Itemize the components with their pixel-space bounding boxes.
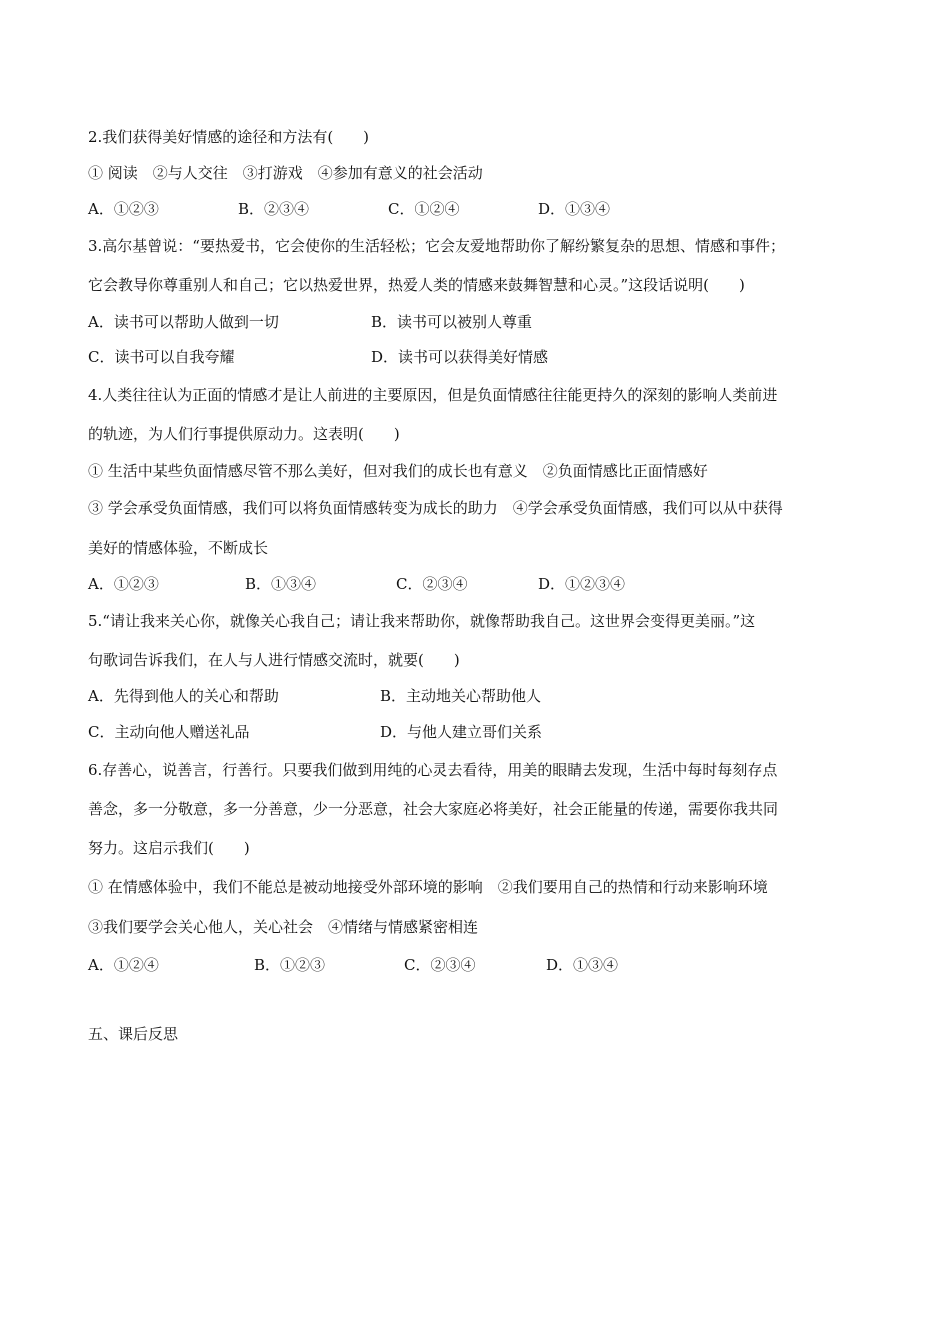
q5-stem-line-1: 5.“请让我来关心你，就像关心我自己；请让我来帮助你，就像帮助我自己。这世界会变得更美丽。”这	[88, 612, 756, 630]
q4-items-line-2: ③ 学会承受负面情感，我们可以将负面情感转变为成长的助力 ④学会承受负面情感，我们可以从中获得	[88, 499, 783, 517]
q6-option-d: D．①③④	[546, 956, 619, 974]
q2-option-a: A．①②③	[88, 200, 159, 218]
q3-option-d: D．读书可以获得美好情感	[371, 348, 549, 366]
q6-items-line-2: ③我们要学会关心他人，关心社会 ④情绪与情感紧密相连	[88, 918, 479, 936]
q4-option-b: B．①③④	[245, 575, 317, 593]
q3-option-b: B．读书可以被别人尊重	[371, 313, 533, 331]
q4-option-c: C．②③④	[396, 575, 468, 593]
q6-stem-line-3: 努力。这启示我们( )	[88, 839, 250, 857]
q6-option-c: C．②③④	[404, 956, 476, 974]
q2-stem: 2.我们获得美好情感的途径和方法有( )	[88, 128, 370, 146]
q6-option-a: A．①②④	[88, 956, 159, 974]
q6-option-b: B．①②③	[254, 956, 326, 974]
q4-option-a: A．①②③	[88, 575, 159, 593]
q3-stem-line-2: 它会教导你尊重别人和自己；它以热爱世界，热爱人类的情感来鼓舞智慧和心灵。”这段话说明( )	[88, 276, 745, 294]
q6-items-line-1: ① 在情感体验中，我们不能总是被动地接受外部环境的影响 ②我们要用自己的热情和行动来影响环境	[88, 878, 768, 896]
q5-option-a: A．先得到他人的关心和帮助	[88, 687, 279, 705]
q2-option-d: D．①③④	[538, 200, 611, 218]
q4-stem-line-2: 的轨迹，为人们行事提供原动力。这表明( )	[88, 425, 400, 443]
q2-items: ① 阅读 ②与人交往 ③打游戏 ④参加有意义的社会活动	[88, 164, 483, 182]
q5-option-b: B．主动地关心帮助他人	[380, 687, 542, 705]
q3-option-a: A．读书可以帮助人做到一切	[88, 313, 279, 331]
q3-option-c: C．读书可以自我夸耀	[88, 348, 235, 366]
q5-stem-line-2: 句歌词告诉我们，在人与人进行情感交流时，就要( )	[88, 651, 460, 669]
q5-option-d: D．与他人建立哥们关系	[380, 723, 543, 741]
q2-option-b: B．②③④	[238, 200, 310, 218]
q4-items-line-3: 美好的情感体验，不断成长	[88, 539, 269, 557]
q4-option-d: D．①②③④	[538, 575, 626, 593]
q2-option-c: C．①②④	[388, 200, 460, 218]
q4-stem-line-1: 4.人类往往认为正面的情感才是让人前进的主要原因，但是负面情感往往能更持久的深刻的影响人类前进	[88, 386, 778, 404]
q4-items-line-1: ① 生活中某些负面情感尽管不那么美好，但对我们的成长也有意义 ②负面情感比正面情感好	[88, 462, 708, 480]
q3-stem-line-1: 3.高尔基曾说：“要热爱书，它会使你的生活轻松；它会友爱地帮助你了解纷繁复杂的思想、情感和事件；	[88, 237, 785, 255]
q5-option-c: C．主动向他人赠送礼品	[88, 723, 250, 741]
q6-stem-line-1: 6.存善心，说善言，行善行。只要我们做到用纯的心灵去看待，用美的眼睛去发现，生活中每时每刻存点	[88, 761, 778, 779]
section-5-title: 五、课后反思	[88, 1025, 179, 1043]
q6-stem-line-2: 善念，多一分敬意，多一分善意，少一分恶意，社会大家庭必将美好，社会正能量的传递，需要你我共同	[88, 800, 779, 818]
